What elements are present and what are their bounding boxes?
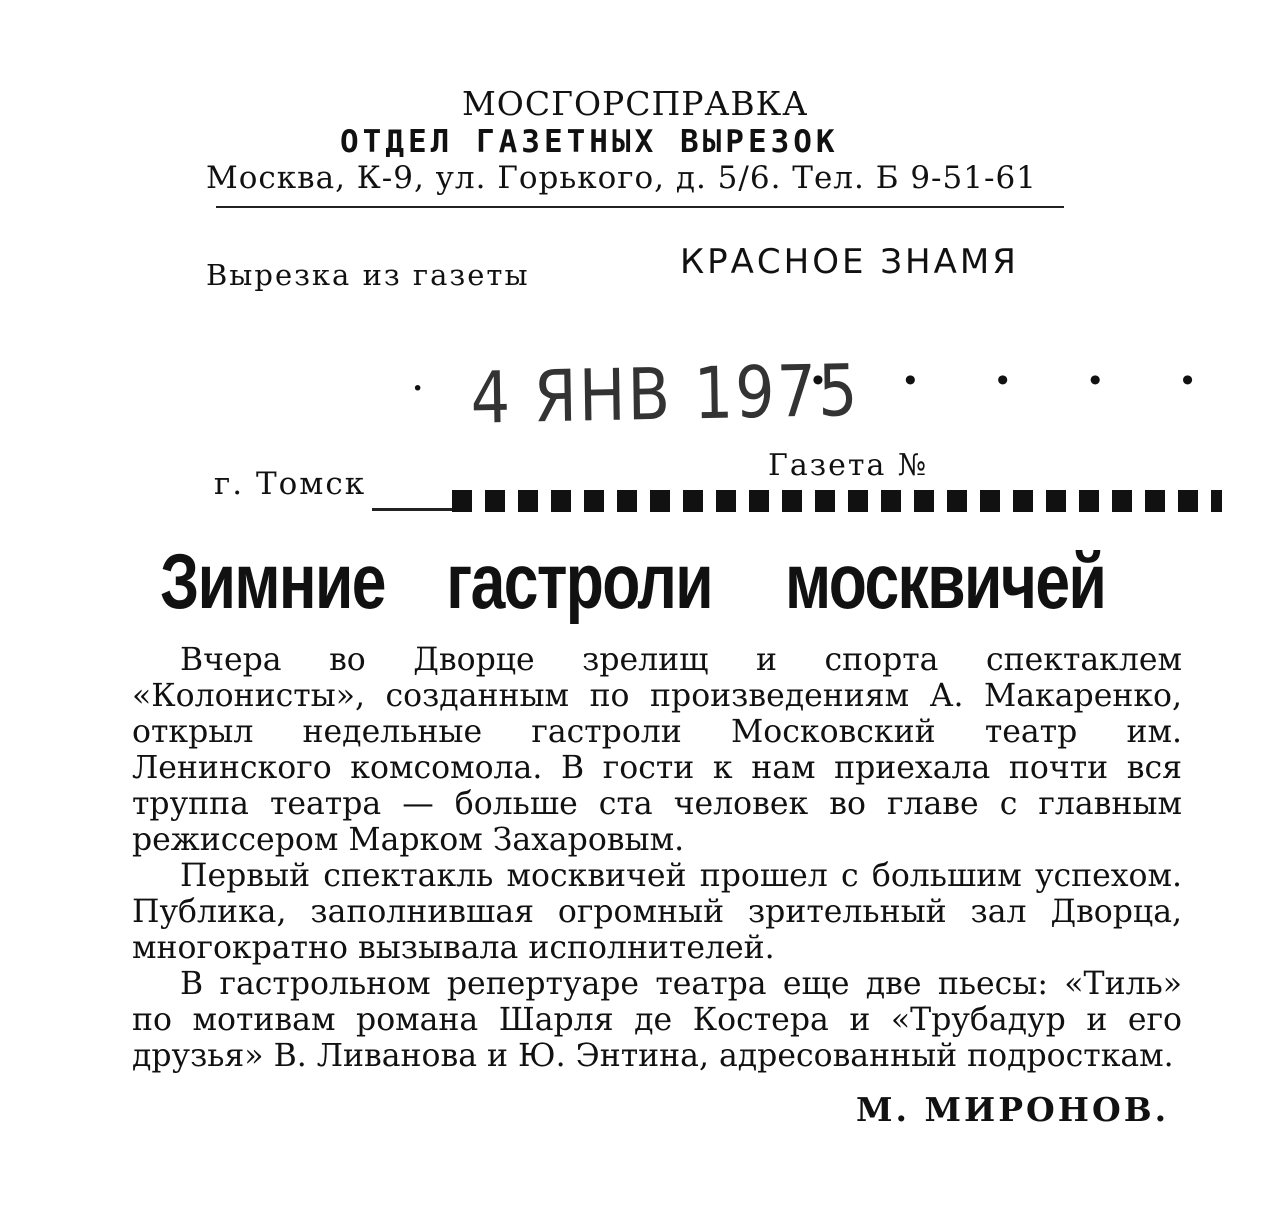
issue-label: Газета № (768, 448, 929, 483)
article-paragraph: В гастрольном репертуаре театра еще две пьесы: «Тиль» по мотивам романа Шарля де Костера и «Трубадур и его друзья» В. Ливанова и Ю. Энтина, адресованный подросткам. (132, 966, 1182, 1074)
stamp-dot: · (412, 370, 424, 407)
headline-word: Зимние (160, 537, 385, 625)
organization-name: МОСГОРСПРАВКА (462, 84, 809, 123)
clipping-label: Вырезка из газеты (206, 258, 530, 292)
article-headline (132, 536, 1122, 627)
article-body (132, 642, 1182, 1074)
city-underline (372, 508, 464, 511)
article-author: М. МИРОНОВ. (856, 1090, 1170, 1129)
article-paragraph: Вчера во Дворце зрелищ и спорта спектаклем «Колонисты», созданным по произведениям А. Макаренко, открыл недельные гастроли Московский театр им. Ленинского комсомола. В гости к нам приехала почти вся труппа театра — больше ста человек во главе с главным режиссером Марком Захаровым. (132, 642, 1182, 858)
stamp-dots: • • • • • (812, 362, 1230, 399)
headline-word: гастроли (446, 537, 713, 625)
city-label: г. Томск (214, 466, 367, 502)
department-name: ОТДЕЛ ГАЗЕТНЫХ ВЫРЕЗОК (340, 124, 839, 160)
date-stamp: 4 ЯНВ 1975 (470, 348, 861, 440)
newspaper-name: КРАСНОЕ ЗНАМЯ (680, 242, 1019, 282)
header-divider (216, 206, 1064, 208)
address-line: Москва, К-9, ул. Горького, д. 5/6. Тел. Б 9-51-61 (206, 160, 1037, 196)
headline-word: москвичей (785, 537, 1106, 625)
dashed-separator (452, 490, 1222, 512)
article-paragraph: Первый спектакль москвичей прошел с большим успехом. Публика, заполнившая огромный зрительный зал Дворца, многократно вызывала исполнителей. (132, 858, 1182, 966)
